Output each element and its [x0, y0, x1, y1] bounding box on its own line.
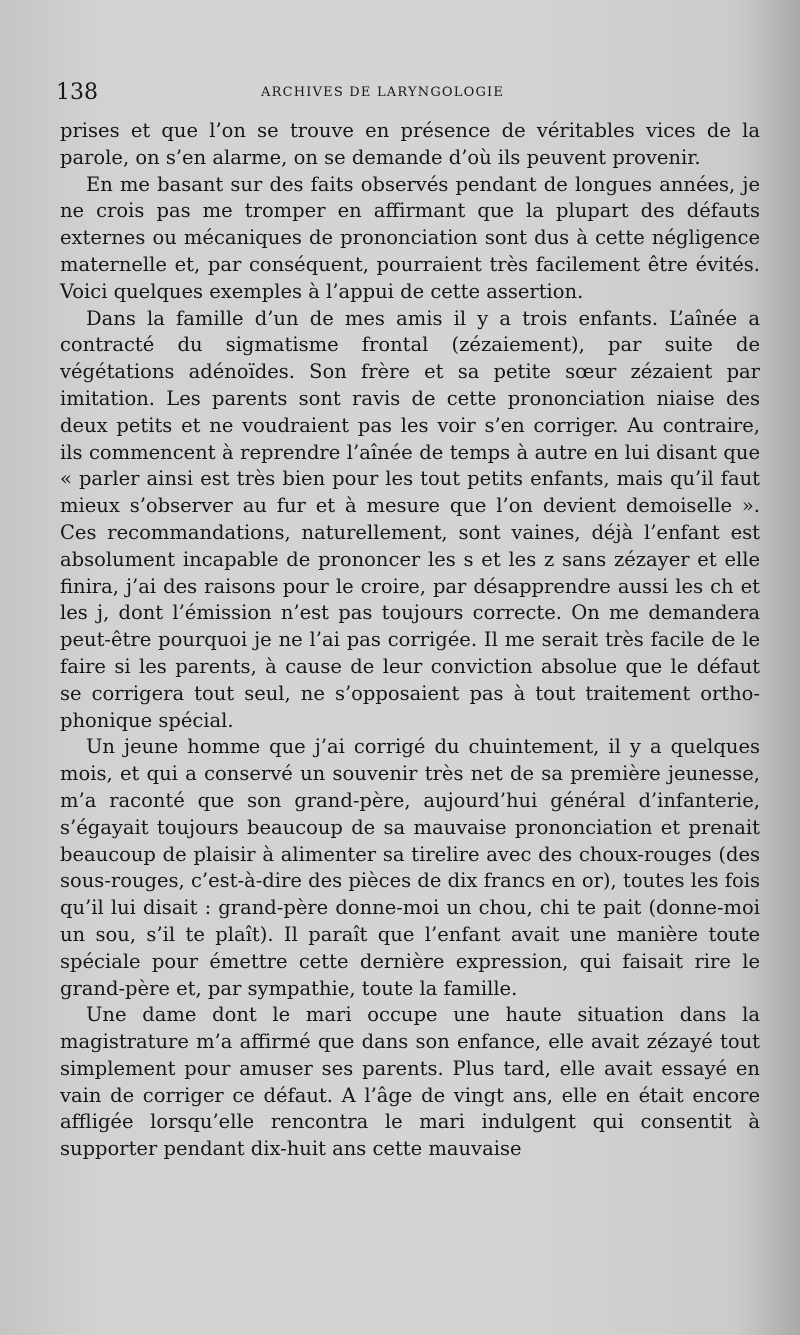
- body-text: [60, 118, 760, 1163]
- paragraph-2: En me basant sur des faits observés pendant de longues années, je ne crois pas me tromper en affirmant que la plupart des défauts externes ou mécaniques de prononciation sont dus à cette négligence maternelle et, par conséquent, pourraient très facilement être évités. Voici quelques exemples à l’appui de cette assertion.: [60, 172, 760, 303]
- running-title: ARCHIVES DE LARYNGOLOGIE: [261, 85, 505, 100]
- paragraph-1: prises et que l’on se trouve en présence de véritables vices de la parole, on s’en alarme, on se demande d’où ils peuvent provenir.: [60, 119, 760, 169]
- paragraph-5: Une dame dont le mari occupe une haute situation dans la magistrature m’a affirmé que dans son enfance, elle avait zézayé tout simplement pour amuser ses parents. Plus tard, elle avait essayé en vain de corriger ce défaut. A l’âge de vingt ans, elle en était encore affligée lorsqu’elle rencontra le mari indulgent qui consentit à supporter pendant dix-huit ans cette mauvaise: [60, 1003, 760, 1161]
- paragraph-3: Dans la famille d’un de mes amis il y a trois enfants. L’aînée a contracté du sigmatisme frontal (zézaiement), par suite de végétations adénoïdes. Son frère et sa petite sœur zézaient par imitation. Les parents sont ravis de cette prononciation niaise des deux petits et ne voudraient pas les voir s’en corriger. Au contraire, ils commencent à reprendre l’aînée de temps à autre en lui disant que « parler ainsi est très bien pour les tout petits enfants, mais qu’il faut mieux s’observer au fur et à mesure que l’on devient demoiselle ». Ces recommandations, naturellement, sont vaines, déjà l’enfant est absolument incapable de prononcer les s et les z sans zézayer et elle finira, j’ai des raisons pour le croire, par désapprendre aussi les ch et les j, dont l’émission n’est pas toujours correcte. On me demandera peut-être pourquoi je ne l’ai pas corrigée. Il me serait très facile de le faire si les parents, à cause de leur conviction absolue que le défaut se corrigera tout seul, ne s’opposaient pas à tout traitement orthophonique spécial.: [60, 306, 760, 732]
- paragraph-4: Un jeune homme que j’ai corrigé du chuintement, il y a quelques mois, et qui a conservé un souvenir très net de sa première jeunesse, m’a raconté que son grand-père, aujourd’hui général d’infanterie, s’égayait toujours beaucoup de sa mauvaise prononciation et prenait beaucoup de plaisir à alimenter sa tirelire avec des choux-rouges (des sous-rouges, c’est-à-dire des pièces de dix francs en or), toutes les fois qu’il lui disait : grand-père donne-moi un chou, chi te pait (donne-moi un sou, s’il te plaît). Il paraît que l’enfant avait une manière toute spéciale pour émettre cette dernière expression, qui faisait rire le grand-père et, par sympathie, toute la famille.: [60, 735, 760, 1000]
- page-number: 138: [56, 80, 98, 105]
- running-head: [56, 78, 760, 118]
